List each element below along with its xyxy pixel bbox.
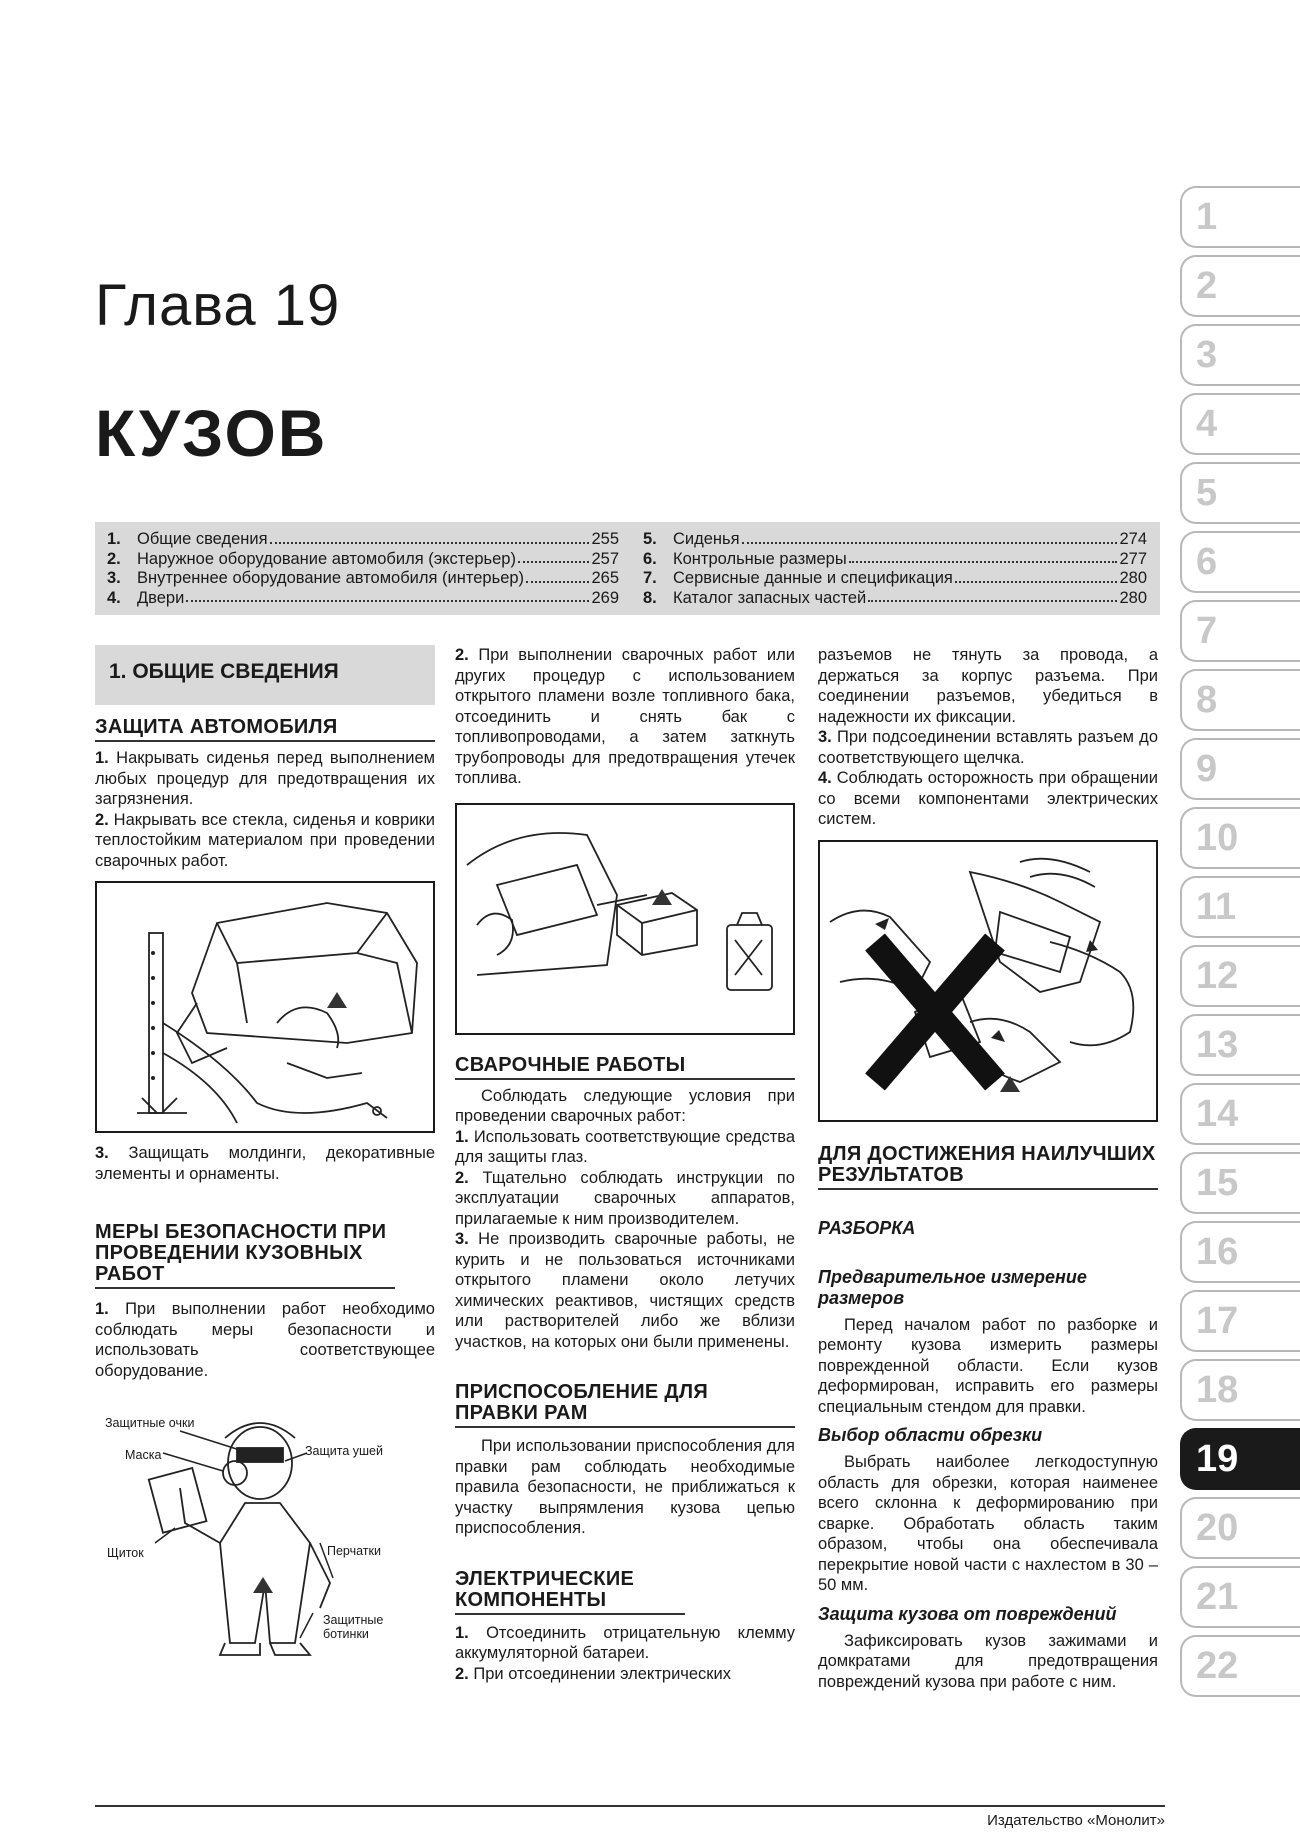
tab-chapter-15[interactable]: 15 <box>1180 1152 1300 1214</box>
toc-item-page: 277 <box>1119 549 1147 568</box>
toc-item-title: Двери <box>137 588 185 607</box>
tab-chapter-4[interactable]: 4 <box>1180 393 1300 455</box>
item-text: Использовать соответствующие средства для защиты глаз. <box>455 1127 796 1166</box>
frame-straightener-illustration <box>97 883 433 1131</box>
paragraph <box>455 1664 795 1685</box>
item-text: Накрывать сиденья перед выполнением любых процедур для предотвращения их загрязнения. <box>95 749 435 808</box>
toc-item-title: Сервисные данные и спецификация <box>673 569 953 587</box>
toc-item-number: 1. <box>107 530 121 548</box>
tab-chapter-9[interactable]: 9 <box>1180 738 1300 800</box>
tab-chapter-19[interactable]: 19 <box>1180 1428 1300 1490</box>
tab-chapter-14[interactable]: 14 <box>1180 1083 1300 1145</box>
item-text: При выполнении работ необходимо соблюдать меры безопасности и использовать соответствующее оборудование. <box>95 1300 435 1380</box>
toc-item[interactable] <box>643 589 1147 609</box>
paragraph <box>455 1168 795 1230</box>
heading-cut-area: Выбор области обрезки <box>818 1425 1043 1445</box>
tab-chapter-8[interactable]: 8 <box>1180 669 1300 731</box>
item-number: 1. <box>455 1623 469 1642</box>
tab-chapter-22[interactable]: 22 <box>1180 1635 1300 1697</box>
tab-chapter-20[interactable]: 20 <box>1180 1497 1300 1559</box>
item-text: При выполнении сварочных работ или других процедур с использованием открытого пламени возле топливного бака, отсоединить и снять бак с топливопроводами, а затем заткнуть трубопроводы для предотвращения утечек топлива. <box>455 646 795 787</box>
tab-chapter-2[interactable]: 2 <box>1180 255 1300 317</box>
toc-item-number: 3. <box>107 569 121 587</box>
toc-item-number: 5. <box>643 530 657 548</box>
toc-right-column <box>643 530 1147 608</box>
heading-safety-measures: МЕРЫ БЕЗОПАСНОСТИ ПРИ ПРОВЕДЕНИИ КУЗОВНЫХ РАБОТ <box>95 1222 395 1289</box>
toc-item[interactable] <box>643 569 1147 589</box>
figure-protective-equipment <box>95 1393 435 1663</box>
tab-chapter-16[interactable]: 16 <box>1180 1221 1300 1283</box>
toc-item-page: 280 <box>1119 569 1147 587</box>
paragraph: Перед началом работ по разборке и ремонту кузова измерить размеры поврежденной области. Если кузов деформирован, исправить его размеры специальным стендом для правки. <box>818 1315 1158 1416</box>
item-number: 3. <box>455 1230 469 1248</box>
figure-fuel-tank-removal <box>455 803 795 1035</box>
toc-item-title: Общие сведения <box>137 530 268 548</box>
paragraph <box>455 1229 795 1352</box>
toc-item-page: 269 <box>591 588 619 607</box>
tab-chapter-11[interactable]: 11 <box>1180 876 1300 938</box>
label-goggles: Защитные очки <box>105 1416 195 1430</box>
tab-chapter-17[interactable]: 17 <box>1180 1290 1300 1352</box>
toc-leader <box>742 530 1118 544</box>
toc-item-number: 2. <box>107 549 121 568</box>
toc-leader <box>955 569 1118 583</box>
paragraph <box>455 1127 795 1168</box>
toc-item-number: 4. <box>107 588 121 607</box>
column-1 <box>95 645 435 1663</box>
item-number: 3. <box>95 1144 109 1162</box>
toc-item-number: 6. <box>643 549 657 568</box>
toc-item-title: Контрольные размеры <box>673 549 847 568</box>
toc-item[interactable] <box>107 530 619 550</box>
paragraph <box>818 727 1158 768</box>
toc-item-page: 280 <box>1119 588 1147 607</box>
toc-item[interactable] <box>643 550 1147 570</box>
publisher-logo <box>253 1577 273 1593</box>
tab-chapter-1[interactable]: 1 <box>1180 186 1300 248</box>
paragraph: При использовании приспособления для правки рам соблюдать необходимые правила безопасности, не приближаться к участку выпрямления кузова цепью приспособления. <box>455 1437 795 1537</box>
publisher-logo <box>327 992 347 1008</box>
paragraph <box>95 1143 435 1184</box>
item-number: 1. <box>95 1300 109 1318</box>
item-number: 2. <box>95 810 109 829</box>
tab-chapter-10[interactable]: 10 <box>1180 807 1300 869</box>
toc-item-title: Внутреннее оборудование автомобиля (интерьер) <box>137 569 525 587</box>
column-3 <box>818 645 1158 1692</box>
paragraph <box>455 1623 795 1664</box>
publisher-footer: Издательство «Монолит» <box>987 1812 1165 1829</box>
toc-item[interactable] <box>107 589 619 609</box>
toc-leader <box>526 569 589 583</box>
heading-electrical-components: ЭЛЕКТРИЧЕСКИЕ КОМПОНЕНТЫ <box>455 1569 685 1615</box>
tab-chapter-13[interactable]: 13 <box>1180 1014 1300 1076</box>
toc-leader <box>186 589 589 603</box>
chapter-label: Глава 19 <box>95 273 341 338</box>
fuel-tank-illustration <box>457 805 793 1033</box>
toc-item-title: Наружное оборудование автомобиля (экстерьер) <box>137 549 516 568</box>
toc-item-title: Каталог запасных частей <box>673 588 867 607</box>
paragraph <box>95 748 435 810</box>
publisher-logo <box>1000 1076 1020 1092</box>
item-number: 3. <box>818 728 832 746</box>
heading-best-results: ДЛЯ ДОСТИЖЕНИЯ НАИЛУЧШИХ РЕЗУЛЬТАТОВ <box>818 1144 1158 1190</box>
table-of-contents <box>95 522 1160 615</box>
toc-item[interactable] <box>107 550 619 570</box>
tab-chapter-21[interactable]: 21 <box>1180 1566 1300 1628</box>
chapter-title: КУЗОВ <box>95 396 328 470</box>
heading-welding: СВАРОЧНЫЕ РАБОТЫ <box>455 1055 795 1080</box>
item-text: Накрывать все стекла, сиденья и коврики теплостойким материалом при проведении сварочных работ. <box>95 810 435 870</box>
item-number: 2. <box>455 1664 469 1683</box>
toc-leader <box>270 530 590 544</box>
toc-leader <box>849 550 1118 564</box>
label-mask: Маска <box>125 1448 162 1462</box>
paragraph <box>95 1299 435 1381</box>
toc-item-title: Сиденья <box>673 530 740 548</box>
toc-item[interactable] <box>643 530 1147 550</box>
toc-item[interactable] <box>107 569 619 589</box>
item-text: Не производить сварочные работы, не курить и не пользоваться источниками открытого пламени около летучих химических реактивов, чистящих средств или растворителей либо же вблизи участков, на которых они были применены. <box>455 1230 795 1351</box>
item-number: 1. <box>95 749 109 767</box>
paragraph <box>455 645 795 789</box>
tab-chapter-6[interactable]: 6 <box>1180 531 1300 593</box>
toc-item-page: 274 <box>1119 530 1147 548</box>
heading-vehicle-protection: ЗАЩИТА АВТОМОБИЛЯ <box>95 717 435 742</box>
connector-illustration <box>820 842 1156 1120</box>
paragraph <box>95 810 435 872</box>
item-number: 2. <box>455 1168 469 1187</box>
tab-chapter-18[interactable]: 18 <box>1180 1359 1300 1421</box>
tab-chapter-7[interactable]: 7 <box>1180 600 1300 662</box>
toc-item-page: 265 <box>591 569 619 587</box>
paragraph: разъемов не тянуть за провода, а держаться за корпус разъема. При соединении разъемов, убедиться в надежности их фиксации. <box>818 646 1158 726</box>
item-number: 1. <box>455 1127 469 1146</box>
toc-item-number: 8. <box>643 588 657 607</box>
item-text: При подсоединении вставлять разъем до соответствующего щелчка. <box>818 728 1158 767</box>
heading-preliminary-measurement: Предварительное измерение размеров <box>818 1266 1087 1308</box>
paragraph: Соблюдать следующие условия при проведении сварочных работ: <box>455 1086 795 1125</box>
tab-chapter-3[interactable]: 3 <box>1180 324 1300 386</box>
section-heading: 1. ОБЩИЕ СВЕДЕНИЯ <box>95 645 435 705</box>
figure-car-on-frame-straightener <box>95 881 435 1133</box>
figure-connector-disconnect <box>818 840 1158 1122</box>
prohibited-cross-icon <box>875 942 995 1082</box>
label-ear-protection: Защита ушей <box>305 1444 383 1458</box>
label-shield: Щиток <box>107 1546 144 1560</box>
toc-item-number: 7. <box>643 569 657 587</box>
heading-frame-straightener: ПРИСПОСОБЛЕНИЕ ДЛЯ ПРАВКИ РАМ <box>455 1382 795 1428</box>
item-number: 4. <box>818 769 832 787</box>
item-text: При отсоединении электрических <box>473 1664 731 1683</box>
toc-leader <box>518 550 590 564</box>
paragraph <box>818 768 1158 830</box>
footer-divider <box>95 1805 1165 1807</box>
paragraph: Выбрать наиболее легкодоступную область для обрезки, которая наименее всего склонна к деформированию при сварке. Обработать область таким образом, чтобы она обеспечивала перекрытие новой части с нахлестом в 30 – 50 мм. <box>818 1453 1158 1594</box>
tab-chapter-12[interactable]: 12 <box>1180 945 1300 1007</box>
label-safety-boots: Защитные ботинки <box>323 1613 384 1641</box>
heading-disassembly: РАЗБОРКА <box>818 1217 916 1238</box>
toc-item-page: 255 <box>591 530 619 548</box>
item-text: Отсоединить отрицательную клемму аккумуляторной батареи. <box>455 1623 796 1662</box>
item-text: Защищать молдинги, декоративные элементы и орнаменты. <box>95 1144 435 1183</box>
toc-leader <box>868 589 1117 603</box>
column-2 <box>455 645 795 1684</box>
heading-body-protection: Защита кузова от повреждений <box>818 1603 1117 1624</box>
tab-chapter-5[interactable]: 5 <box>1180 462 1300 524</box>
paragraph: Зафиксировать кузов зажимами и домкратами для предотвращения повреждений кузова при работе с ним. <box>818 1631 1158 1691</box>
label-gloves: Перчатки <box>327 1544 381 1558</box>
toc-item-page: 257 <box>591 549 619 568</box>
item-number: 2. <box>455 646 469 664</box>
item-text: Тщательно соблюдать инструкции по эксплуатации сварочных аппаратов, прилагаемые к ним производителем. <box>455 1168 795 1228</box>
item-text: Соблюдать осторожность при обращении со всеми компонентами электрических систем. <box>818 769 1158 828</box>
toc-left-column <box>107 530 619 608</box>
